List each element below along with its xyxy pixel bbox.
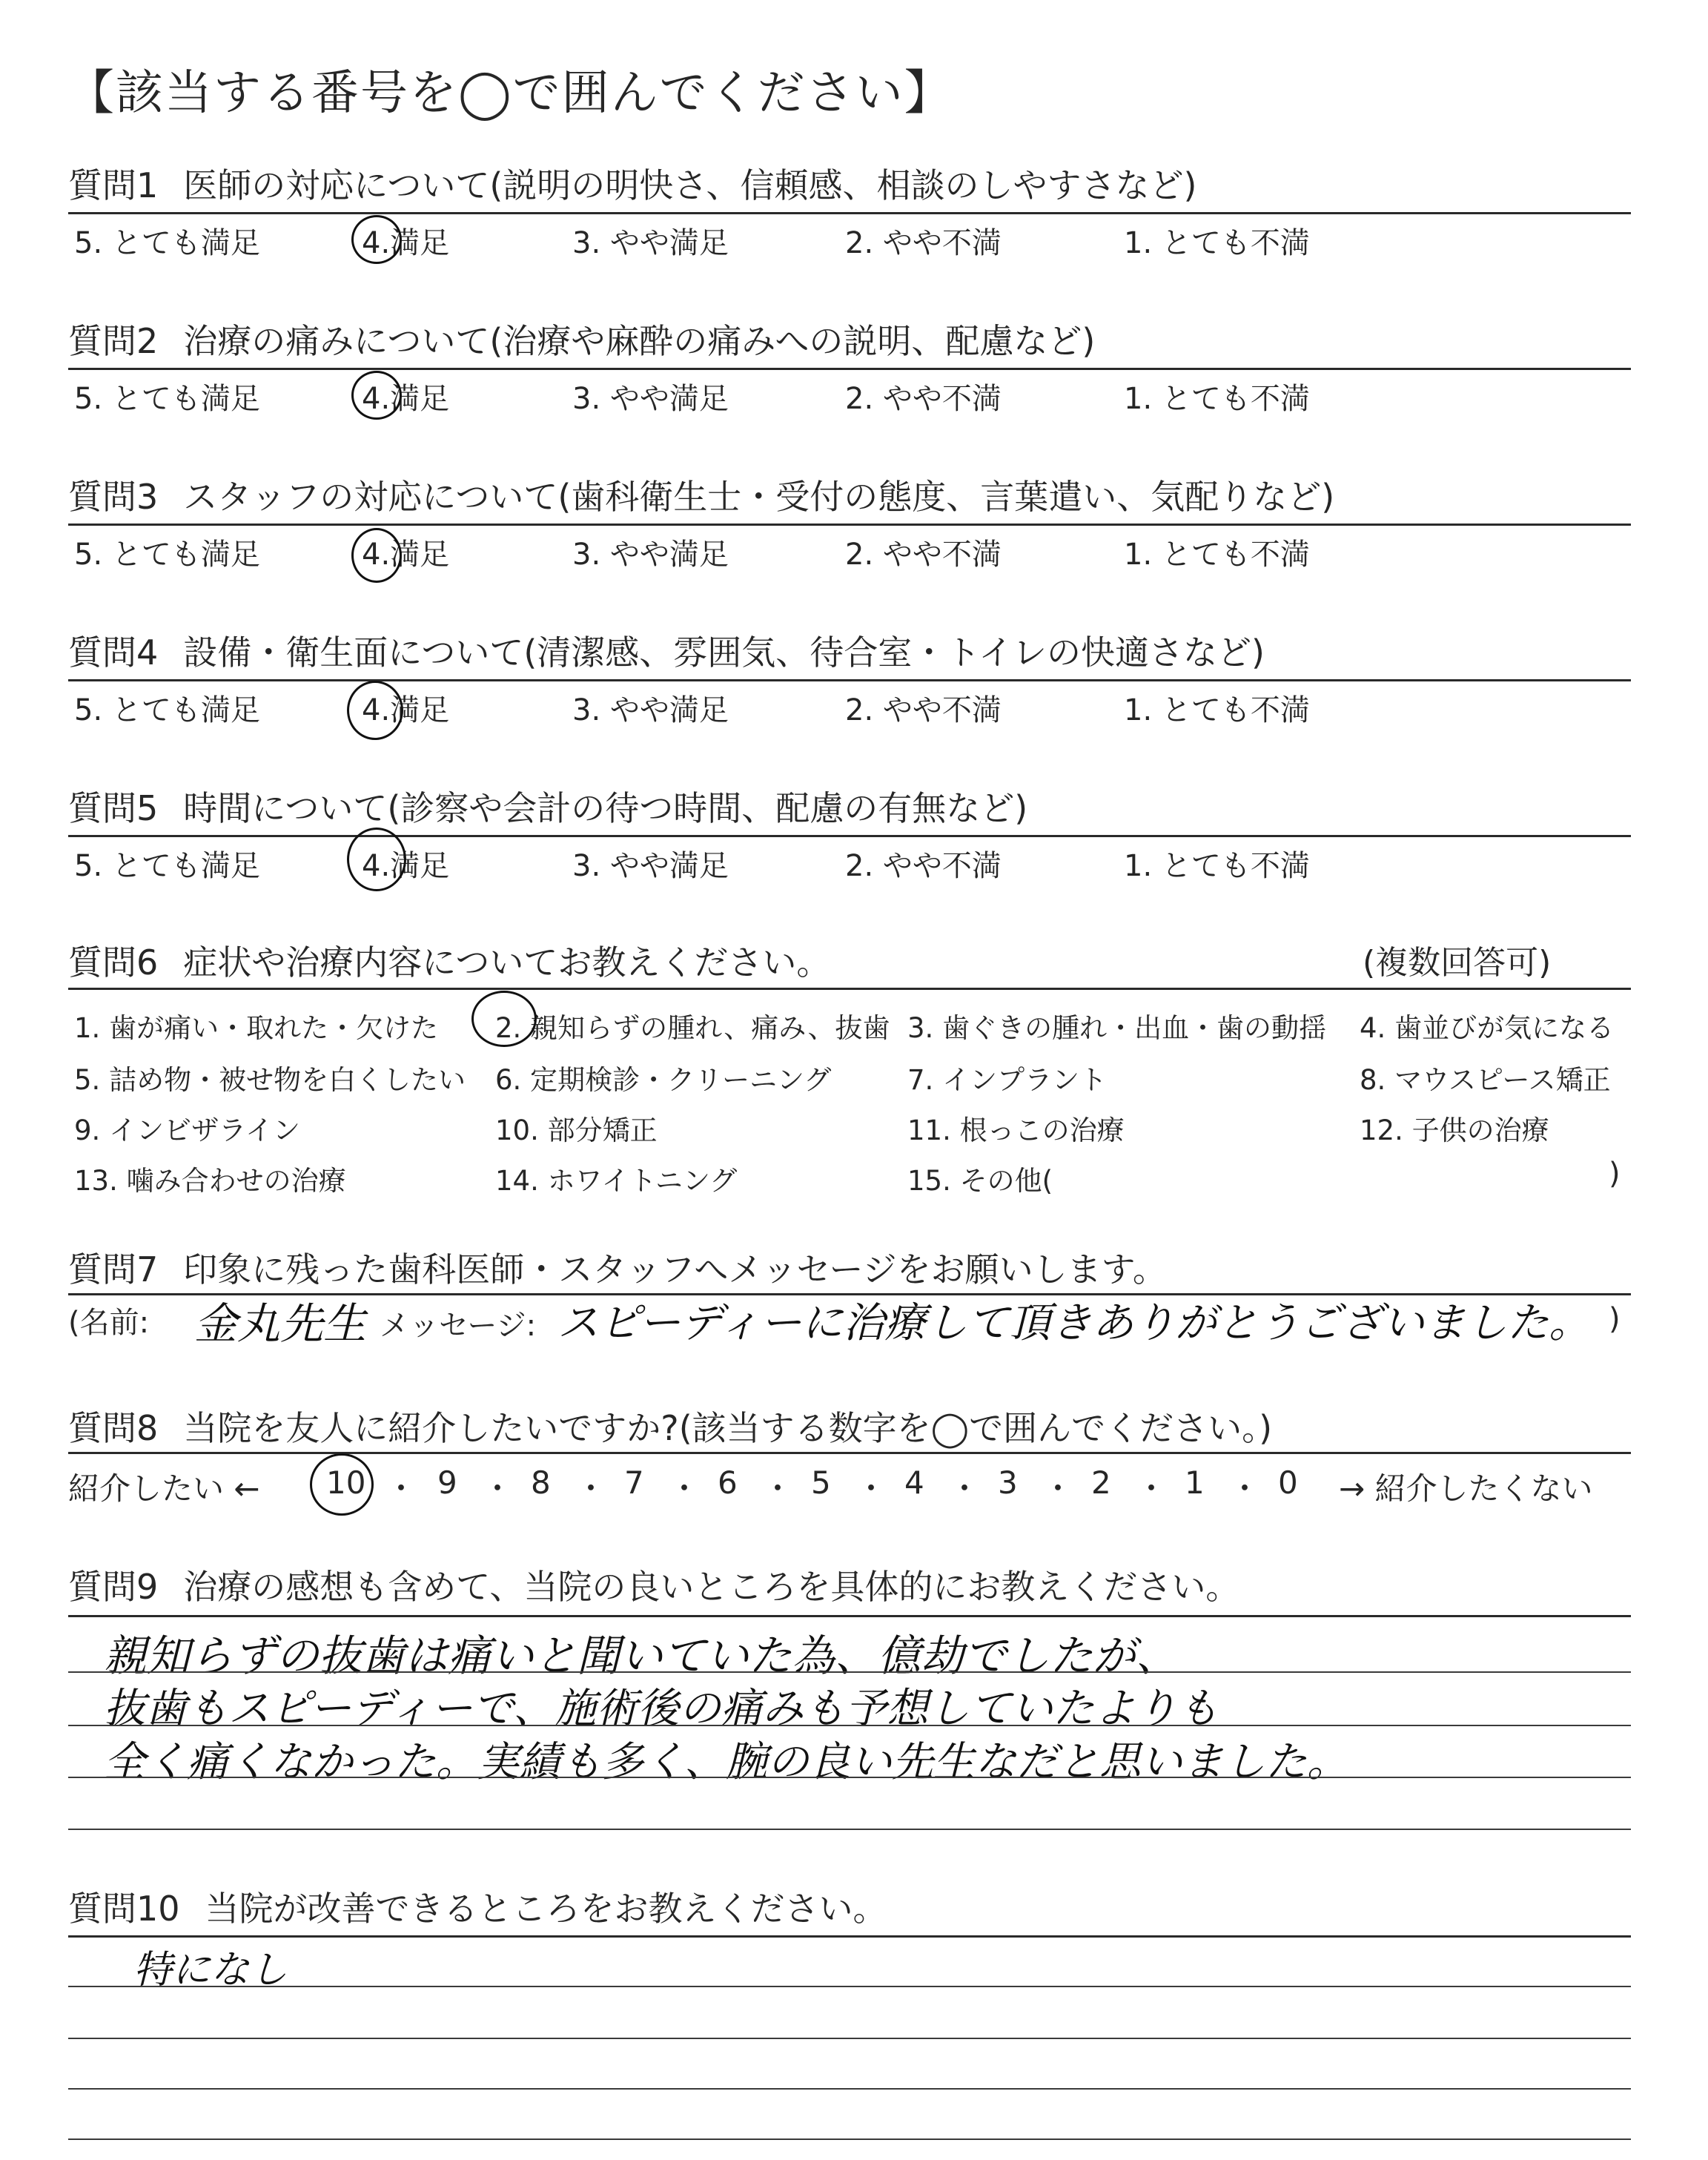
question-text: 治療の感想も含めて、当院の良いところを具体的にお教えください。 xyxy=(183,1567,1240,1607)
scale-value[interactable]: 6 xyxy=(718,1464,738,1501)
form-title: 【該当する番号を◯で囲んでください】 xyxy=(67,66,953,121)
ruled-line xyxy=(68,1671,1631,1673)
question-label: 質問2 xyxy=(68,321,159,361)
message-line xyxy=(68,1299,149,1341)
ruled-line xyxy=(68,2138,1631,2140)
question-9 xyxy=(68,1560,1239,1609)
rating-option-4[interactable]: 4.満足 xyxy=(362,538,450,572)
answer-line-3[interactable]: 全く痛くなかった。実績も多く、腕の良い先生なだと思いました。 xyxy=(104,1738,1348,1786)
message-close-paren: ) xyxy=(1609,1302,1621,1336)
rating-option-1[interactable]: 1. とても不満 xyxy=(1124,849,1310,883)
symptom-option[interactable]: 7. インプラント xyxy=(907,1064,1108,1096)
rating-option-1[interactable]: 1. とても不満 xyxy=(1124,693,1310,727)
scale-separator: ・ xyxy=(762,1470,794,1507)
rating-option-4[interactable]: 4.満足 xyxy=(362,382,450,416)
scale-value[interactable]: 9 xyxy=(437,1464,457,1501)
rating-option-1[interactable]: 1. とても不満 xyxy=(1124,538,1310,572)
rating-option-3[interactable]: 3. やや満足 xyxy=(572,226,729,260)
scale-value[interactable]: 8 xyxy=(531,1464,551,1501)
rating-option-3[interactable]: 3. やや満足 xyxy=(572,693,729,727)
scale-separator: ・ xyxy=(385,1470,417,1507)
symptom-option[interactable]: 2. 親知らずの腫れ、痛み、抜歯 xyxy=(495,1012,890,1044)
symptom-option[interactable]: 6. 定期検診・クリーニング xyxy=(495,1064,832,1096)
question-7 xyxy=(68,1243,1167,1292)
symptom-option[interactable]: 1. 歯が痛い・取れた・欠けた xyxy=(74,1012,439,1044)
divider xyxy=(68,368,1631,370)
divider xyxy=(68,1452,1631,1454)
question-10 xyxy=(68,1882,887,1931)
scale-value[interactable]: 5 xyxy=(811,1464,831,1501)
symptom-option[interactable]: 9. インビザライン xyxy=(74,1114,300,1146)
scale-separator: ・ xyxy=(482,1470,514,1507)
question-label: 質問3 xyxy=(68,477,159,517)
question-5 xyxy=(68,782,1027,830)
symptom-option[interactable]: 10. 部分矯正 xyxy=(495,1114,658,1146)
symptom-option[interactable]: 5. 詰め物・被せ物を白くしたい xyxy=(74,1064,466,1096)
name-handwritten[interactable]: 金丸先生 xyxy=(194,1298,367,1349)
divider xyxy=(68,835,1631,837)
rating-option-3[interactable]: 3. やや満足 xyxy=(572,382,729,416)
rating-option-2[interactable]: 2. やや不満 xyxy=(845,382,1002,416)
symptom-option[interactable]: 3. 歯ぐきの腫れ・出血・歯の動揺 xyxy=(907,1012,1327,1044)
ruled-line xyxy=(68,1725,1631,1726)
question-label: 質問9 xyxy=(68,1567,159,1607)
selection-circle xyxy=(310,1453,374,1516)
rating-option-4[interactable]: 4.満足 xyxy=(362,226,450,260)
rating-option-2[interactable]: 2. やや不満 xyxy=(845,226,1002,260)
question-4 xyxy=(68,626,1265,675)
question-text: 治療の痛みについて(治療や麻酔の痛みへの説明、配慮など) xyxy=(183,321,1096,361)
question-text: 医師の対応について(説明の明快さ、信頼感、相談のしやすさなど) xyxy=(183,165,1197,205)
ruled-line xyxy=(68,2038,1631,2039)
question-1 xyxy=(68,159,1196,208)
symptom-option[interactable]: 4. 歯並びが気になる xyxy=(1360,1012,1615,1044)
scale-value[interactable]: 2 xyxy=(1091,1464,1111,1501)
question-label: 質問8 xyxy=(68,1408,159,1448)
symptom-option[interactable]: 8. マウスピース矯正 xyxy=(1360,1064,1611,1096)
question-label: 質問6 xyxy=(68,942,159,982)
rating-option-1[interactable]: 1. とても不満 xyxy=(1124,382,1310,416)
name-label: (名前: xyxy=(68,1306,150,1340)
selection-circle xyxy=(471,991,537,1047)
scale-separator: ・ xyxy=(1042,1470,1074,1507)
question-6 xyxy=(68,936,830,985)
scale-separator: ・ xyxy=(669,1470,701,1507)
divider xyxy=(68,524,1631,526)
scale-left-label: 紹介したい ← xyxy=(68,1470,260,1507)
rating-option-5[interactable]: 5. とても満足 xyxy=(74,382,260,416)
selection-circle xyxy=(351,528,402,583)
divider xyxy=(68,988,1631,990)
question-text: 当院を友人に紹介したいですか?(該当する数字を◯で囲んでください。) xyxy=(183,1408,1273,1448)
ruled-line xyxy=(68,1986,1631,1987)
scale-separator: ・ xyxy=(575,1470,607,1507)
improvement-answer[interactable]: 特になし xyxy=(133,1948,288,1992)
symptom-option[interactable]: 14. ホワイトニング xyxy=(495,1165,738,1197)
question-3 xyxy=(68,470,1334,519)
ruled-line xyxy=(68,2088,1631,2090)
rating-option-5[interactable]: 5. とても満足 xyxy=(74,226,260,260)
selection-circle xyxy=(351,371,402,420)
rating-option-2[interactable]: 2. やや不満 xyxy=(845,538,1002,572)
rating-option-1[interactable]: 1. とても不満 xyxy=(1124,226,1310,260)
rating-option-2[interactable]: 2. やや不満 xyxy=(845,693,1002,727)
answer-line-1[interactable]: 親知らずの抜歯は痛いと聞いていた為、億劫でしたが、 xyxy=(104,1631,1179,1681)
multiple-answers-note: (複数回答可) xyxy=(1363,944,1552,982)
question-text: 症状や治療内容についてお教えください。 xyxy=(183,942,831,982)
scale-right-label: → 紹介したくない xyxy=(1339,1470,1593,1507)
question-text: 時間について(診察や会計の待つ時間、配慮の有無など) xyxy=(183,788,1028,828)
divider xyxy=(68,679,1631,681)
question-label: 質問10 xyxy=(68,1889,180,1929)
rating-option-5[interactable]: 5. とても満足 xyxy=(74,538,260,572)
symptom-option[interactable]: 13. 噛み合わせの治療 xyxy=(74,1165,346,1197)
scale-separator: ・ xyxy=(1136,1470,1168,1507)
symptom-option[interactable]: 12. 子供の治療 xyxy=(1360,1114,1549,1146)
scale-value[interactable]: 4 xyxy=(904,1464,924,1501)
rating-option-2[interactable]: 2. やや不満 xyxy=(845,849,1002,883)
divider xyxy=(68,1615,1631,1617)
other-close-paren: ) xyxy=(1609,1157,1621,1191)
message-handwritten[interactable]: スピーディーに治療して頂きありがとうございました。 xyxy=(557,1299,1591,1347)
scale-value[interactable]: 7 xyxy=(624,1464,644,1501)
selection-circle xyxy=(347,681,403,740)
rating-option-3[interactable]: 3. やや満足 xyxy=(572,849,729,883)
rating-option-5[interactable]: 5. とても満足 xyxy=(74,693,260,727)
selection-circle xyxy=(347,828,406,891)
question-text: 当院が改善できるところをお教えください。 xyxy=(205,1889,887,1929)
question-label: 質問1 xyxy=(68,165,159,205)
scale-value[interactable]: 0 xyxy=(1278,1464,1298,1501)
rating-option-4[interactable]: 4.満足 xyxy=(362,849,450,883)
ruled-line xyxy=(68,1829,1631,1830)
divider xyxy=(68,1935,1631,1938)
ruled-line xyxy=(68,1777,1631,1778)
question-label: 質問5 xyxy=(68,788,159,828)
question-text: 設備・衛生面について(清潔感、雰囲気、待合室・トイレの快適さなど) xyxy=(183,633,1265,673)
message-label: メッセージ: xyxy=(380,1309,537,1343)
rating-option-4[interactable]: 4.満足 xyxy=(362,693,450,727)
scale-separator: ・ xyxy=(949,1470,981,1507)
scale-value[interactable]: 10 xyxy=(326,1464,366,1501)
scale-value[interactable]: 3 xyxy=(998,1464,1018,1501)
question-label: 質問7 xyxy=(68,1249,159,1289)
scale-value[interactable]: 1 xyxy=(1185,1464,1205,1501)
symptom-option[interactable]: 11. 根っこの治療 xyxy=(907,1114,1125,1146)
question-8 xyxy=(68,1401,1272,1450)
selection-circle xyxy=(351,215,402,264)
answer-line-2[interactable]: 抜歯もスピーディーで、施術後の痛みも予想していたよりも xyxy=(104,1685,1219,1733)
question-text: 印象に残った歯科医師・スタッフへメッセージをお願いします。 xyxy=(183,1249,1167,1289)
symptom-option[interactable]: 15. その他( xyxy=(907,1165,1053,1197)
divider xyxy=(68,212,1631,214)
question-label: 質問4 xyxy=(68,633,159,673)
scale-separator: ・ xyxy=(1229,1470,1261,1507)
question-2 xyxy=(68,314,1095,363)
question-text: スタッフの対応について(歯科衛生士・受付の態度、言葉遣い、気配りなど) xyxy=(183,477,1335,517)
scale-separator: ・ xyxy=(855,1470,887,1507)
rating-option-5[interactable]: 5. とても満足 xyxy=(74,849,260,883)
rating-option-3[interactable]: 3. やや満足 xyxy=(572,538,729,572)
